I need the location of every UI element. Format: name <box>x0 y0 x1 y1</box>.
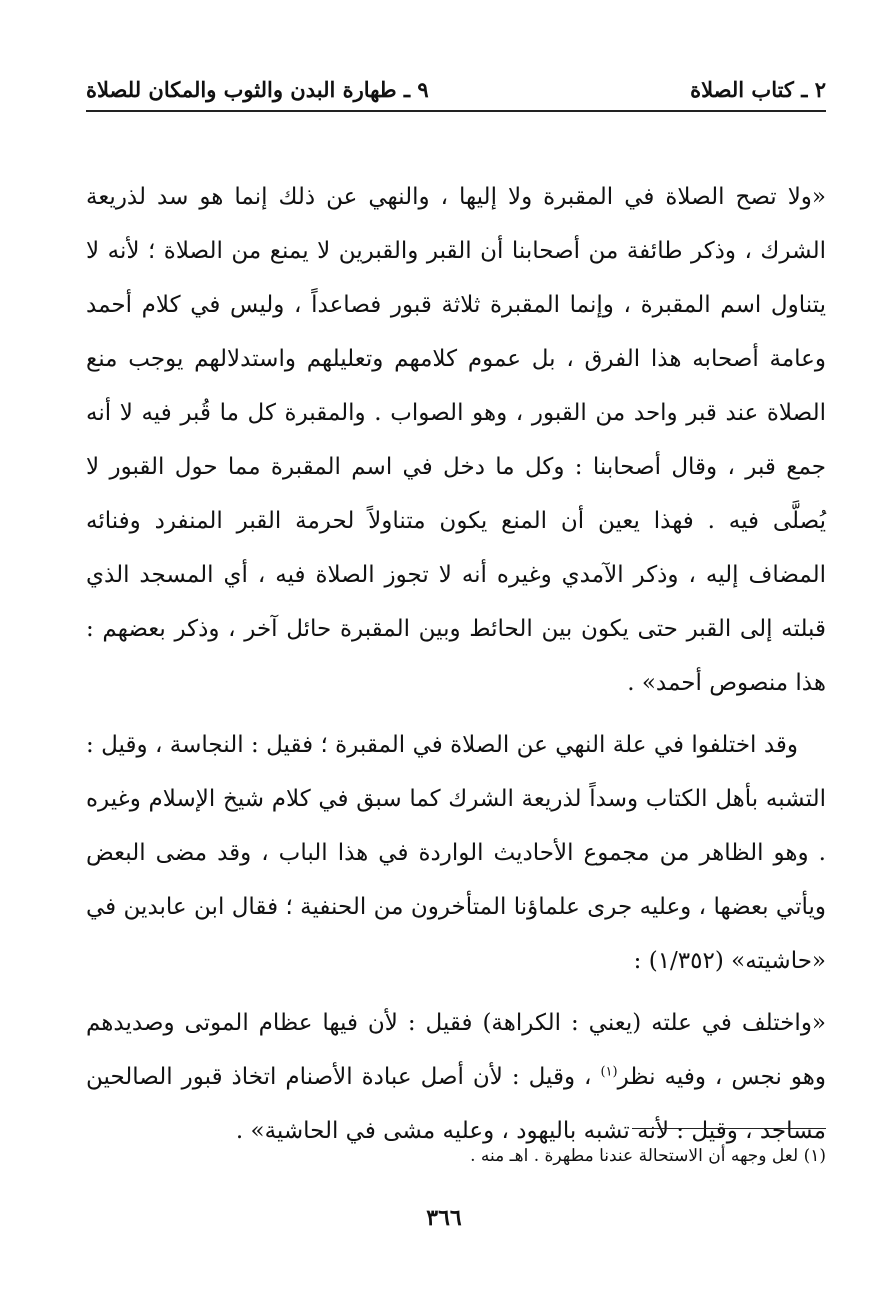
footnote-separator <box>632 1128 826 1129</box>
paragraph-text: «ولا تصح الصلاة في المقبرة ولا إليها ، والنهي عن ذلك إنما هو سد لذريعة الشرك ، وذكر طائفة من أصحابنا أن القبر والقبرين لا يمنع من الصلاة ؛ لأنه لا يتناول اسم المقبرة ، وإنما المقبرة ثلاثة قبور فصاعداً ، وليس في كلام أحمد وعامة أصحابه هذا الفرق ، بل عموم كلامهم وتعليلهم واستدلالهم يوجب منع الصلاة عند قبر واحد من القبور ، وهو الصواب . والمقبرة كل ما قُبر فيه لا أنه جمع قبر ، وقال أصحابنا : وكل ما دخل في اسم المقبرة مما حول القبور لا يُصلَّى فيه . فهذا يعين أن المنع يكون متناولاً لحرمة القبر المنفرد وفنائه المضاف إليه ، وذكر الآمدي وغيره أنه لا تجوز الصلاة فيه ، أي المسجد الذي قبلته إلى القبر حتى يكون بين الحائط وبين المقبرة حائل آخر ، وذكر بعضهم : هذا منصوص أحمد» . <box>86 184 826 696</box>
running-header <box>86 70 826 112</box>
paragraph-text-continued: ، وقيل : لأن أصل عبادة الأصنام اتخاذ قبور الصالحين مساجد ، وقيل : لأنه تشبه باليهود ، وعليه مشى في الحاشية» . <box>86 1064 826 1144</box>
paragraph-discussion <box>86 718 826 988</box>
paragraph-text: وقد اختلفوا في علة النهي عن الصلاة في المقبرة ؛ فقيل : النجاسة ، وقيل : التشبه بأهل الكتاب وسداً لذريعة الشرك كما سبق في كلام شيخ الإسلام وغيره . وهو الظاهر من مجموع الأحاديث الواردة في هذا الباب ، وقد مضى البعض ويأتي بعضها ، وعليه جرى علماؤنا المتأخرون من الحنفية ؛ فقال ابن عابدين في «حاشيته» (١/٣٥٢) : <box>86 732 826 974</box>
paragraph-quote-ibn-abidin <box>86 996 826 1158</box>
page-number: ٣٦٦ <box>426 1205 462 1231</box>
paragraph-quote-ibn-taymiyyah <box>86 170 826 710</box>
paragraph-text: «واختلف في علته (يعني : الكراهة) فقيل : لأن فيها عظام الموتى وصديدهم وهو نجس ، وفيه نظر <box>86 1010 826 1090</box>
chapter-title: ٩ ـ طهارة البدن والثوب والمكان للصلاة <box>86 77 429 102</box>
main-text <box>86 170 826 1166</box>
book-section-title: ٢ ـ كتاب الصلاة <box>690 77 826 102</box>
footnote-marker[interactable]: (١) <box>600 1064 618 1080</box>
footnote: (١) لعل وجهه أن الاستحالة عندنا مطهرة . اهـ منه . <box>470 1146 826 1166</box>
